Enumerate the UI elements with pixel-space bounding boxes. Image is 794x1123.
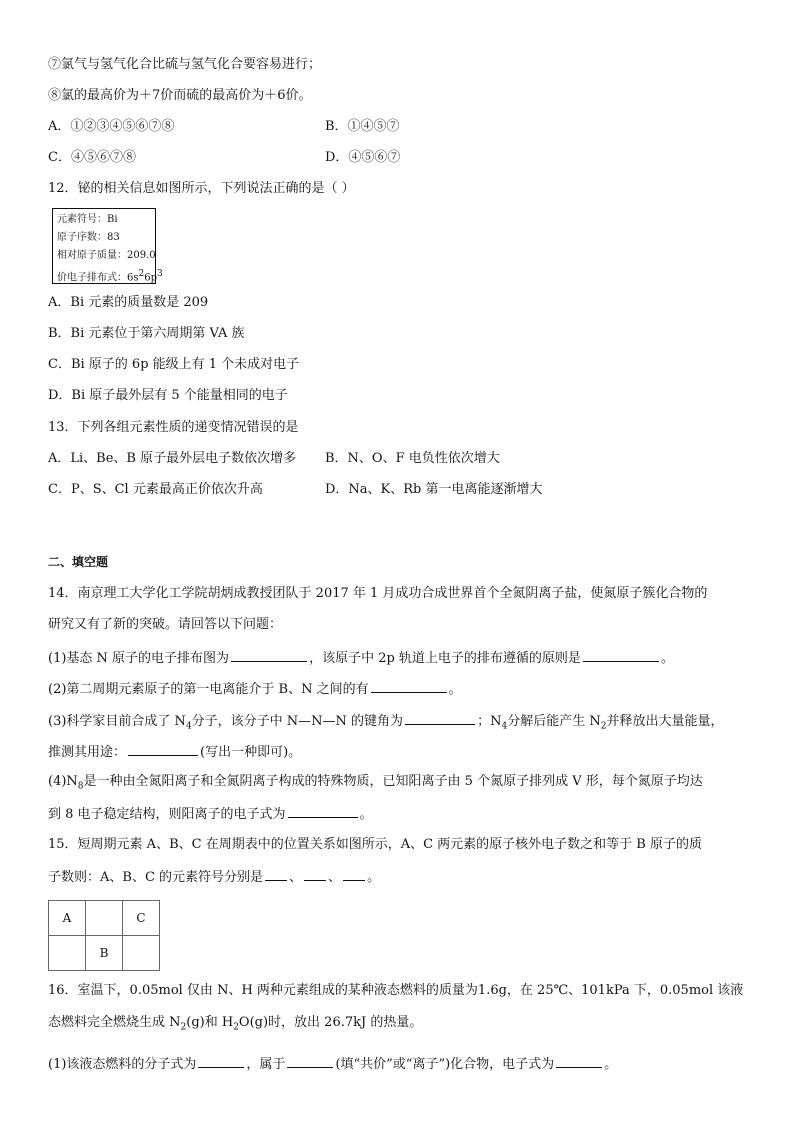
- answer-blank[interactable]: [343, 867, 365, 881]
- cell-c: C: [123, 901, 160, 936]
- info-atomic-number: 原子序数：83: [57, 232, 120, 243]
- q11-option-c: C．④⑤⑥⑦⑧: [48, 150, 136, 165]
- q12-option-b: B．Bi 元素位于第六周期第 VA 族: [48, 326, 245, 341]
- cell-empty: [123, 936, 160, 971]
- q11-item8: ⑧氯的最高价为＋7价而硫的最高价为＋6价。: [48, 88, 312, 103]
- answer-blank[interactable]: [287, 1054, 333, 1068]
- q14-part3-cont: 推测其用途： (写出一种即可)。: [48, 742, 301, 762]
- cell-a: A: [49, 901, 86, 936]
- q13-stem: 13．下列各组元素性质的递变情况错误的是: [48, 420, 299, 435]
- info-valence-config: 价电子排布式：$6s^26p^3$: [57, 269, 163, 284]
- q14-line2: 研究又有了新的突破。请回答以下问题：: [48, 617, 283, 632]
- q11-option-b: B．①④⑤⑦: [325, 119, 400, 134]
- periodic-position-table: [48, 900, 160, 971]
- q16-part1: (1)该液态燃料的分子式为 ，属于 (填“共价”或“离子”)化合物，电子式为 。: [48, 1054, 617, 1074]
- q13-option-a: A．Li、Be、B 原子最外层电子数依次增多: [48, 451, 297, 466]
- q14-part4: $(4)N_8$是一种由全氮阳离子和全氮阴离子构成的特殊物质，已知阳离子由 5 个氮原子排列成 V 形，每个氮原子均达: [48, 774, 703, 792]
- q14-part4-cont: 到 8 电子稳定结构，则阳离子的电子式为 。: [48, 804, 373, 824]
- info-symbol: 元素符号：Bi: [57, 214, 118, 225]
- q11-item7: ⑦氯气与氢气化合比硫与氢气化合要容易进行；: [48, 57, 322, 72]
- cell-b: B: [86, 936, 123, 971]
- q13-option-d: D．Na、K、Rb 第一电离能逐渐增大: [325, 482, 543, 497]
- q12-option-c: C．Bi 原子的 6p 能级上有 1 个未成对电子: [48, 357, 300, 372]
- section-heading: 二、填空题: [48, 555, 109, 569]
- cell-empty: [86, 901, 123, 936]
- q14-part3: (3)科学家目前合成了 $N_4$分子，该分子中 N—N—N 的键角为 ；$N_4$分解后能产生 $N_2$并释放出大量能量，: [48, 711, 723, 736]
- q11-option-a: A．①②③④⑤⑥⑦⑧: [48, 119, 175, 134]
- q16-line2: 态燃料完全燃烧生成 $N_2(g)$和 $H_2O(g)$时，放出 26.7kJ 的热量。: [48, 1015, 423, 1033]
- answer-blank[interactable]: [304, 867, 326, 881]
- q13-option-c: C．P、S、Cl 元素最高正价依次升高: [48, 482, 263, 497]
- answer-blank[interactable]: [198, 1054, 244, 1068]
- answer-blank[interactable]: [405, 711, 475, 725]
- q12-option-d: D．Bi 原子最外层有 5 个能量相同的电子: [48, 388, 288, 403]
- answer-blank[interactable]: [231, 648, 307, 662]
- bismuth-info-box: [52, 208, 163, 284]
- answer-blank[interactable]: [583, 648, 659, 662]
- q15-line2: 子数则：A、B、C 的元素符号分别是 、 、 。: [48, 867, 380, 887]
- answer-blank[interactable]: [288, 804, 358, 818]
- q13-option-b: B．N、O、F 电负性依次增大: [325, 451, 500, 466]
- answer-blank[interactable]: [128, 742, 198, 756]
- q14-part1: (1)基态 N 原子的电子排布图为 ，该原子中 2p 轨道上电子的排布遵循的原则是 。: [48, 648, 674, 668]
- info-atomic-mass: 相对原子质量：209.0: [57, 250, 156, 261]
- answer-blank[interactable]: [556, 1054, 602, 1068]
- q14-line1: 14．南京理工大学化工学院胡炳成教授团队于 2017 年 1 月成功合成世界首个全氮阴离子盐，使氮原子簇化合物的: [48, 586, 708, 601]
- q15-line1: 15．短周期元素 A、B、C 在周期表中的位置关系如图所示，A、C 两元素的原子核外电子数之和等于 B 原子的质: [48, 837, 702, 852]
- q11-option-d: D．④⑤⑥⑦: [325, 150, 401, 165]
- q14-part2: (2)第二周期元素原子的第一电离能介于 B、N 之间的有 。: [48, 679, 462, 699]
- q12-option-a: A．Bi 元素的质量数是 209: [48, 295, 209, 310]
- answer-blank[interactable]: [371, 679, 447, 693]
- q12-stem: 12．铋的相关信息如图所示，下列说法正确的是（ ）: [48, 181, 355, 196]
- q16-line1: 16．室温下，0.05mol 仅由 N、H 两种元素组成的某种液态燃料的质量为1.6g，在 25℃、101kPa 下，0.05mol 该液: [48, 983, 744, 998]
- cell-empty: [49, 936, 86, 971]
- answer-blank[interactable]: [265, 867, 287, 881]
